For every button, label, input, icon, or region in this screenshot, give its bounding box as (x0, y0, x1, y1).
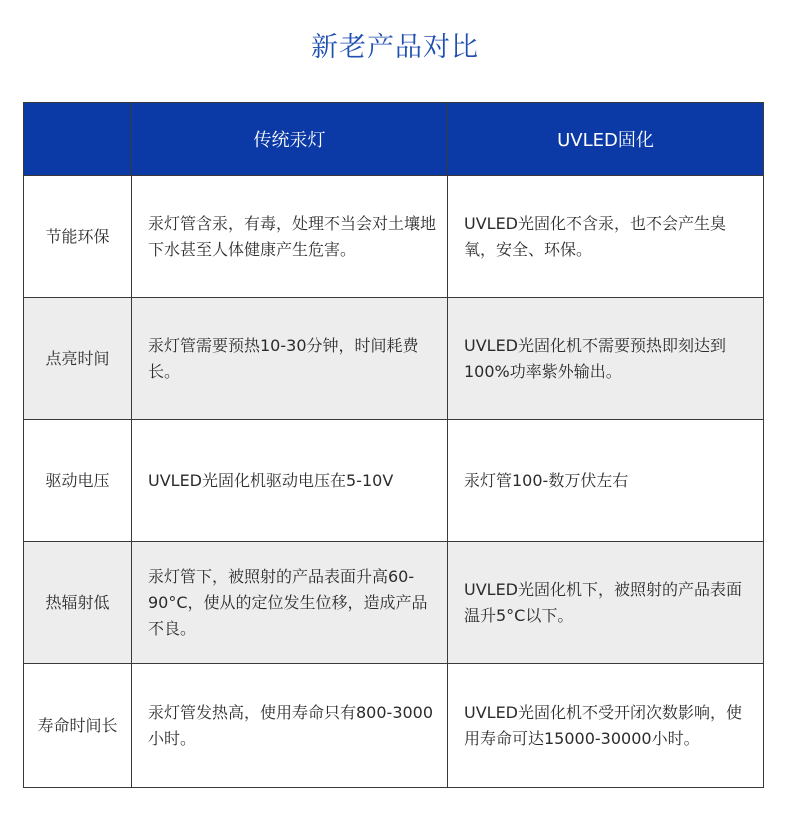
uvled-cell: UVLED光固化机下，被照射的产品表面温升5°C以下。 (448, 542, 764, 664)
row-label: 节能环保 (24, 176, 132, 298)
traditional-cell: 汞灯管发热高，使用寿命只有800-3000小时。 (132, 664, 448, 788)
traditional-cell: UVLED光固化机驱动电压在5-10V (132, 420, 448, 542)
uvled-cell: UVLED光固化机不受开闭次数影响，使用寿命可达15000-30000小时。 (448, 664, 764, 788)
table-row (24, 664, 764, 788)
header-cell-label (24, 103, 132, 176)
comparison-table (23, 102, 764, 788)
header-cell-uvled-curing: UVLED固化 (448, 103, 764, 176)
uvled-cell: UVLED光固化不含汞，也不会产生臭氧，安全、环保。 (448, 176, 764, 298)
row-label: 驱动电压 (24, 420, 132, 542)
table-row (24, 298, 764, 420)
table-row (24, 176, 764, 298)
row-label: 热辐射低 (24, 542, 132, 664)
uvled-cell: 汞灯管100-数万伏左右 (448, 420, 764, 542)
traditional-cell: 汞灯管需要预热10-30分钟，时间耗费长。 (132, 298, 448, 420)
header-cell-traditional-mercury-lamp: 传统汞灯 (132, 103, 448, 176)
table-header-row (24, 103, 764, 176)
row-label: 寿命时间长 (24, 664, 132, 788)
table-row (24, 542, 764, 664)
uvled-cell: UVLED光固化机不需要预热即刻达到100%功率紫外输出。 (448, 298, 764, 420)
row-label: 点亮时间 (24, 298, 132, 420)
traditional-cell: 汞灯管含汞，有毒，处理不当会对土壤地下水甚至人体健康产生危害。 (132, 176, 448, 298)
traditional-cell: 汞灯管下，被照射的产品表面升高60-90°C，使从的定位发生位移，造成产品不良。 (132, 542, 448, 664)
table-row (24, 420, 764, 542)
page-title: 新老产品对比 (311, 32, 479, 63)
